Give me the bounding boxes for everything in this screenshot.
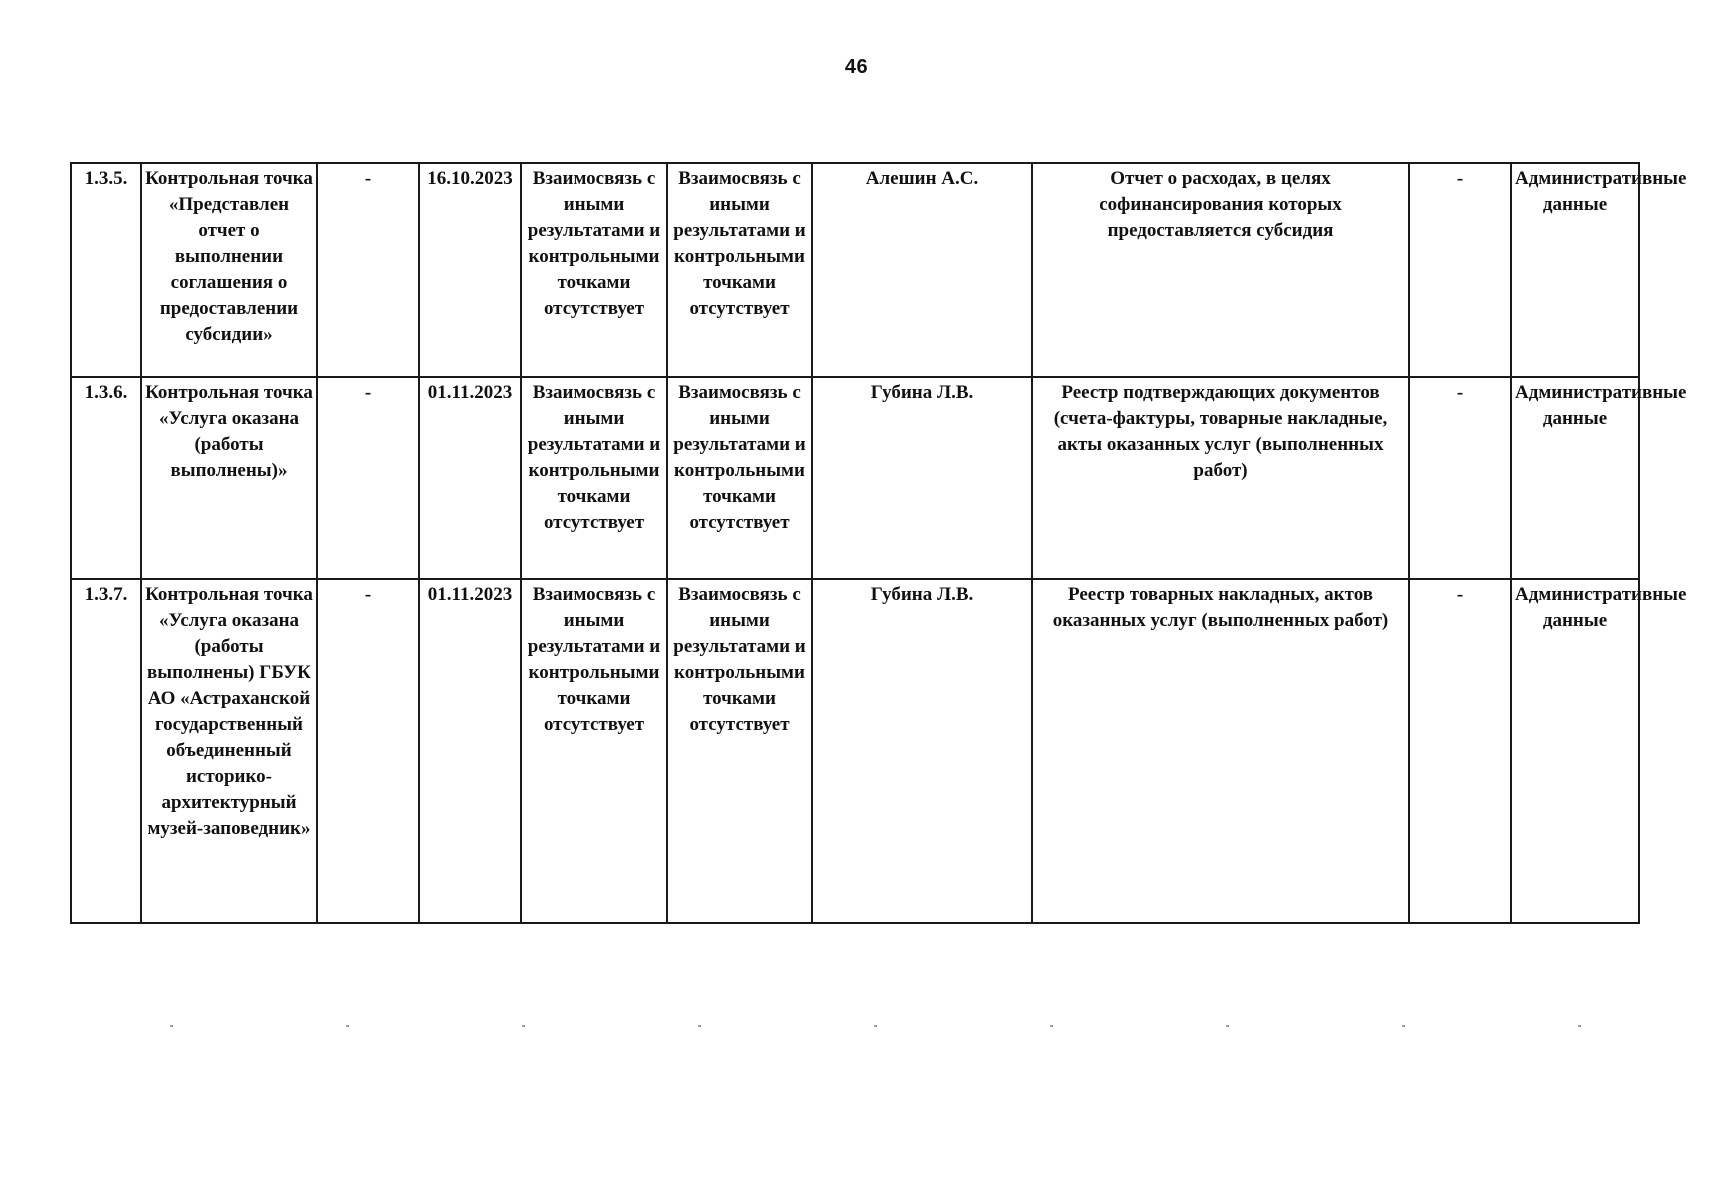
- scan-dot: [698, 1025, 701, 1027]
- responsible-person: Губина Л.В.: [812, 579, 1032, 923]
- page-number: 46: [844, 56, 869, 78]
- control-point-name: Контрольная точка «Услуга оказана (работы выполнены)»: [141, 377, 317, 579]
- predecessor-link: Взаимосвязь с иными результатами и контрольными точками отсутствует: [521, 579, 667, 923]
- control-point-name: Контрольная точка «Представлен отчет о выполнении соглашения о предоставлении субсидии»: [141, 163, 317, 377]
- scan-dot: [1226, 1025, 1229, 1027]
- confirming-document: Реестр товарных накладных, актов оказанных услуг (выполненных работ): [1032, 579, 1409, 923]
- scan-dot: [1402, 1025, 1405, 1027]
- information-source: Административные данные: [1511, 579, 1639, 923]
- responsible-person: Губина Л.В.: [812, 377, 1032, 579]
- base-value-cell: -: [317, 579, 419, 923]
- control-point-name: Контрольная точка «Услуга оказана (работы выполнены) ГБУК АО «Астраханской государственный объединенный историко-архитектурный музей-заповедник»: [141, 579, 317, 923]
- predecessor-link: Взаимосвязь с иными результатами и контрольными точками отсутствует: [521, 163, 667, 377]
- base-value-cell: -: [317, 377, 419, 579]
- scan-dot: [1050, 1025, 1053, 1027]
- row-number: 1.3.6.: [71, 377, 141, 579]
- extra-cell: -: [1409, 579, 1511, 923]
- extra-cell: -: [1409, 163, 1511, 377]
- completion-date: 01.11.2023: [419, 377, 521, 579]
- table-row: [71, 579, 1639, 923]
- confirming-document: Отчет о расходах, в целях софинансирования которых предоставляется субсидия: [1032, 163, 1409, 377]
- scan-dot: [522, 1025, 525, 1027]
- scan-dot: [1578, 1025, 1581, 1027]
- responsible-person: Алешин А.С.: [812, 163, 1032, 377]
- confirming-document: Реестр подтверждающих документов (счета-фактуры, товарные накладные, акты оказанных услуг (выполненных работ): [1032, 377, 1409, 579]
- completion-date: 16.10.2023: [419, 163, 521, 377]
- base-value-cell: -: [317, 163, 419, 377]
- completion-date: 01.11.2023: [419, 579, 521, 923]
- scan-dot: [346, 1025, 349, 1027]
- scan-dot: [170, 1025, 173, 1027]
- information-source: Административные данные: [1511, 163, 1639, 377]
- extra-cell: -: [1409, 377, 1511, 579]
- successor-link: Взаимосвязь с иными результатами и контрольными точками отсутствует: [667, 377, 812, 579]
- row-number: 1.3.7.: [71, 579, 141, 923]
- information-source: Административные данные: [1511, 377, 1639, 579]
- scan-dot: [874, 1025, 877, 1027]
- control-points-table: [70, 162, 1687, 924]
- predecessor-link: Взаимосвязь с иными результатами и контрольными точками отсутствует: [521, 377, 667, 579]
- table-row: [71, 163, 1639, 377]
- scan-dot-line: [170, 1025, 1590, 1029]
- table-row: [71, 377, 1639, 579]
- successor-link: Взаимосвязь с иными результатами и контрольными точками отсутствует: [667, 163, 812, 377]
- row-number: 1.3.5.: [71, 163, 141, 377]
- successor-link: Взаимосвязь с иными результатами и контрольными точками отсутствует: [667, 579, 812, 923]
